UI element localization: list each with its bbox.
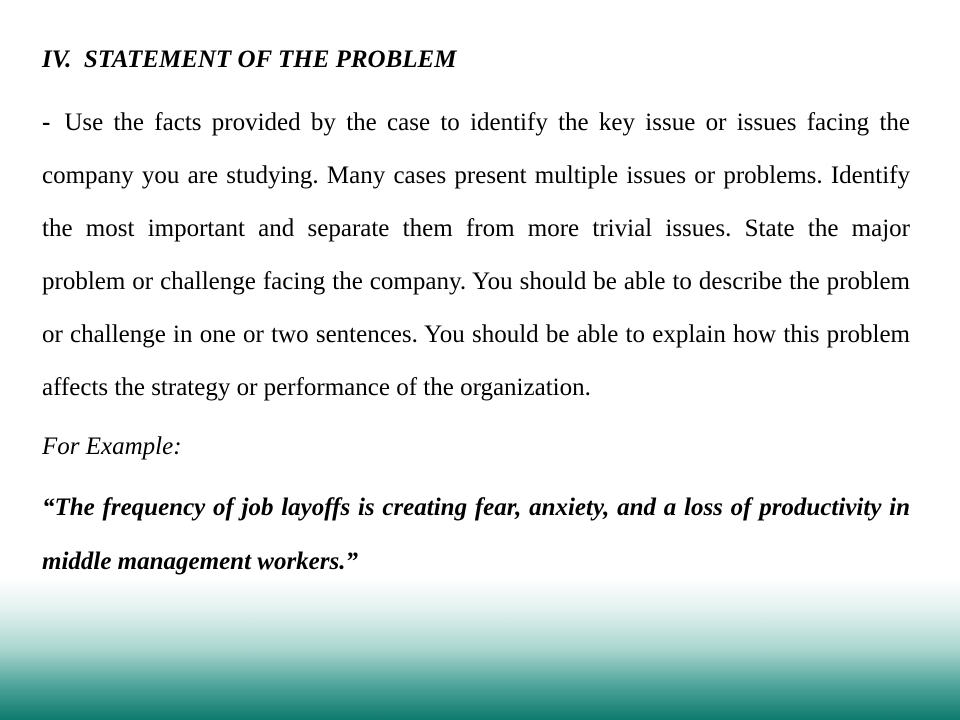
slide-content xyxy=(42,42,910,589)
example-label: For Example: xyxy=(42,433,182,460)
body-paragraph xyxy=(42,96,910,414)
section-heading: IV. STATEMENT OF THE PROBLEM xyxy=(42,46,457,73)
example-quote: “The frequency of job layoffs is creating fear, anxiety, and a loss of productivity in middle management workers.” xyxy=(42,494,910,575)
body-text: Use the facts provided by the case to identify the key issue or issues facing the company you are studying. Many cases present multiple issues or problems. Identify the most important and separate them from more trivial issues. State the major problem or challenge facing the company. You should be able to describe the problem or challenge in one or two sentences. You should be able to explain how this problem affects the strategy or performance of the organization. xyxy=(42,109,910,401)
bullet-dash: - xyxy=(42,109,51,136)
